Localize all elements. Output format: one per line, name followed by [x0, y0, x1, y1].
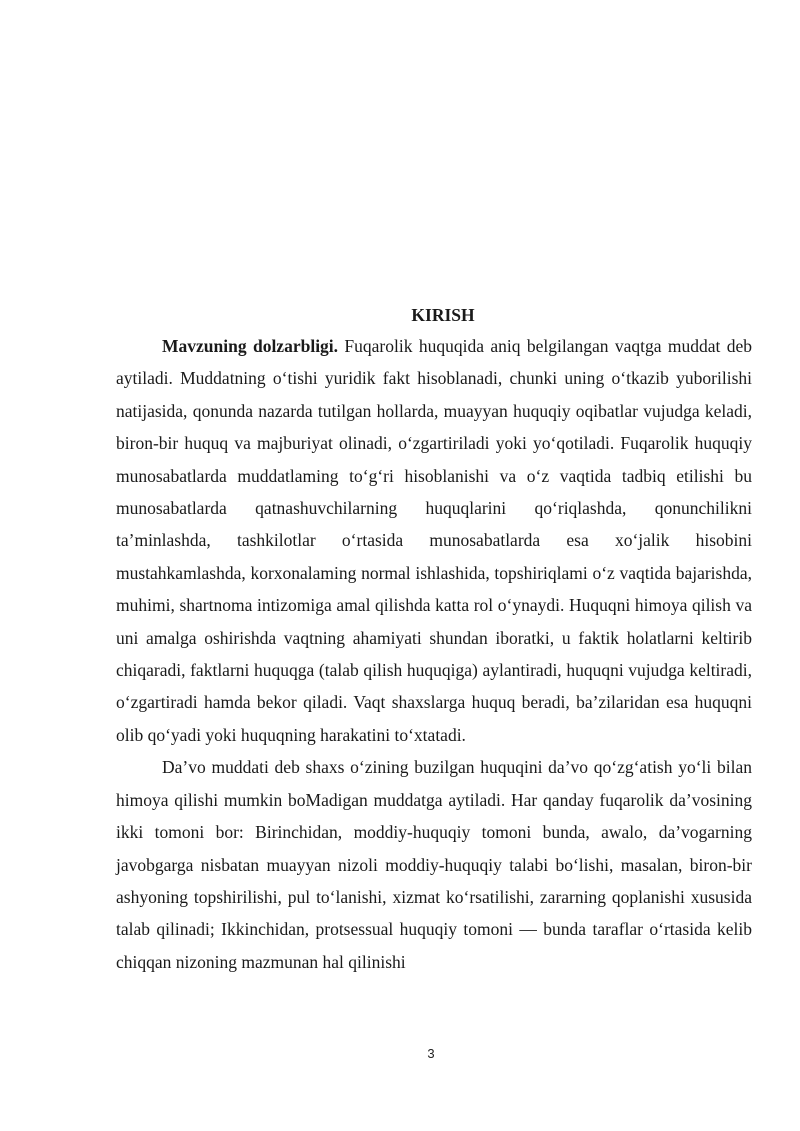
paragraph-relevance	[116, 330, 752, 751]
document-body	[116, 300, 752, 978]
paragraph-text: Fuqarolik huquqida aniq belgilangan vaqtga muddat deb aytiladi. Muddatning o‘tishi yuridik fakt hisoblanadi, chunki uning o‘tkazib yuborilishi natijasida, qonunda nazarda tutilgan hollarda, muayyan huquqiy oqibatlar vujudga keladi, biron-bir huquq va majburiyat olinadi, o‘zgartiriladi yoki yo‘qotiladi. Fuqarolik huquqiy munosabatlarda muddatlaming to‘g‘ri hisoblanishi va o‘z vaqtida tadbiq etilishi bu munosabatlarda qatnashuvchilarning huquqlarini qo‘riqlashda, qonunchilikni ta’minlashda, tashkilotlar o‘rtasida munosabatlarda esa xo‘jalik hisobini mustahkamlashda, korxonalaming normal ishlashida, topshiriqlami o‘z vaqtida bajarishda, muhimi, shartnoma intizomiga amal qilishda katta rol o‘ynaydi. Huquqni himoya qilish va uni amalga oshirishda vaqtning ahamiyati shundan iboratki, u faktik holatlarni keltirib chiqaradi, faktlarni huquqga (talab qilish huquqiga) aylantiradi, huquqni vujudga keltiradi, o‘zgartiradi hamda bekor qiladi. Vaqt shaxslarga huquq beradi, ba’zilaridan esa huquqni olib qo‘yadi yoki huquqning harakatini to‘xtatadi.	[116, 336, 752, 745]
section-heading: KIRISH	[411, 305, 475, 325]
paragraph-lead: Mavzuning dolzarbligi.	[162, 336, 339, 356]
page-number: 3	[427, 1046, 435, 1061]
paragraph-claim-period: Da’vo muddati deb shaxs o‘zining buzilgan huquqini da’vo qo‘zg‘atish yo‘li bilan himoya qilishi mumkin boMadigan muddatga aytiladi. Har qanday fuqarolik da’vosining ikki tomoni bor: Birinchidan, moddiy-huquqiy tomoni bunda, awalo, da’vogarning javobgarga nisbatan muayyan nizoli moddiy-huquqiy talabi bo‘lishi, masalan, biron-bir ashyoning topshirilishi, pul to‘lanishi, xizmat ko‘rsatilishi, zararning qoplanishi xususida talab qilinadi; Ikkinchidan, protsessual huquqiy tomoni — bunda taraflar o‘rtasida kelib chiqqan nizoning mazmunan hal qilinishi	[116, 757, 752, 972]
